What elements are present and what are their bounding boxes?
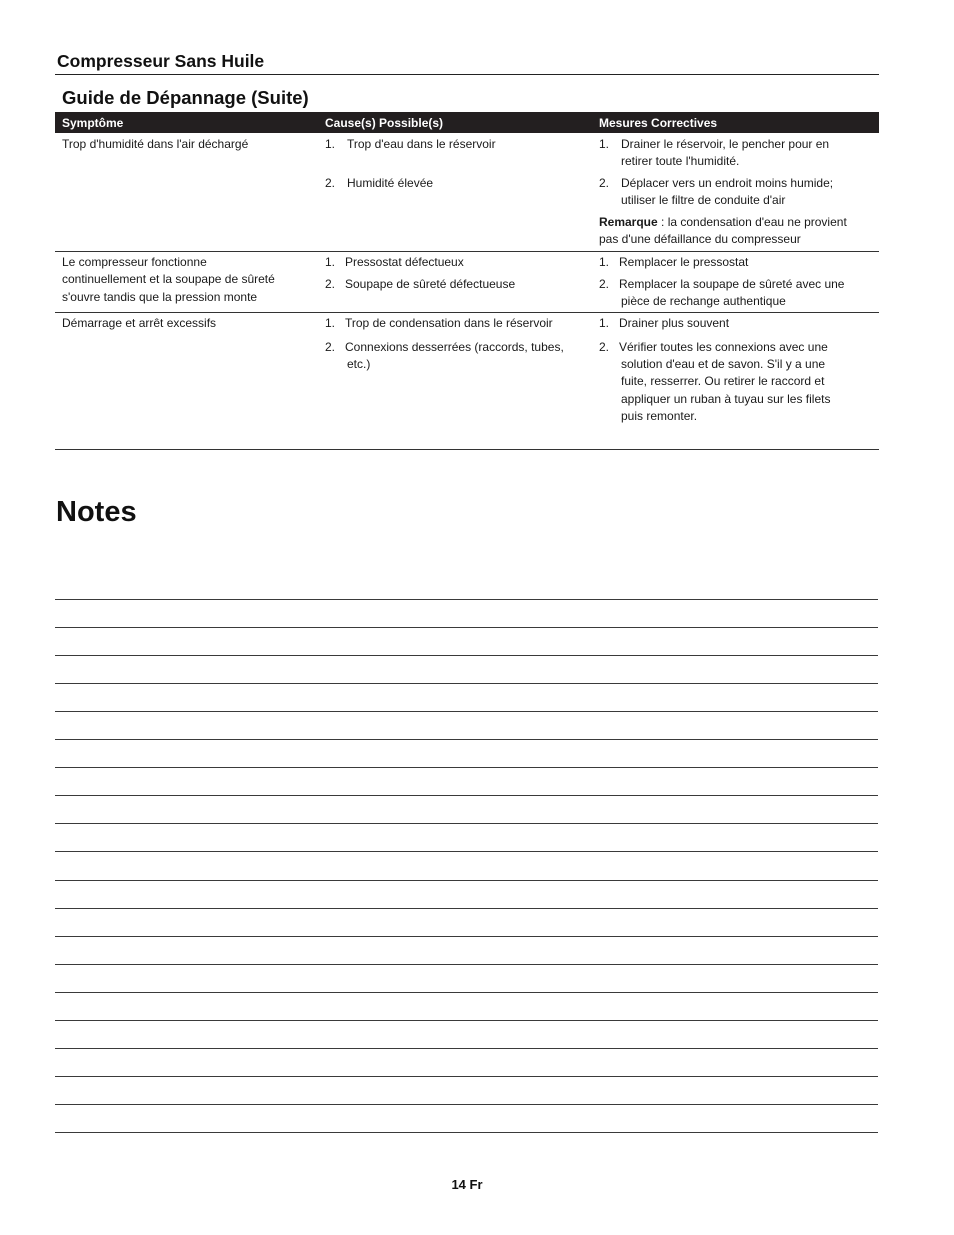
row1-action-1: 1. Drainer le réservoir, le pencher pour en retirer toute l'humidité. xyxy=(599,137,830,168)
note-line xyxy=(55,823,878,824)
row2-cause-2: 2. Soupape de sûreté défectueuse xyxy=(325,277,516,291)
row3-cause-2: 2. Connexions desserrées (raccords, tubes, etc.) xyxy=(325,340,564,371)
row1-remark: Remarque : la condensation d'eau ne provient pas d'une défaillance du compresseur xyxy=(599,215,847,247)
note-line xyxy=(55,795,878,796)
section-title: Guide de Dépannage (Suite) xyxy=(62,87,309,108)
remark-label: Remarque xyxy=(599,215,658,229)
column-header-causes: Cause(s) Possible(s) xyxy=(325,116,444,130)
row1-action-2: 2. Déplacer vers un endroit moins humide; utiliser le filtre de conduite d'air xyxy=(599,176,834,207)
note-line xyxy=(55,992,878,993)
row3-symptom: Démarrage et arrêt excessifs xyxy=(62,316,217,330)
row-divider xyxy=(55,312,879,313)
row3-action-2: 2. Vérifier toutes les connexions avec une solution d'eau et de savon. S'il y a une fuite, resserrer. Ou retirer le raccord et appliquer un ruban à tuyau sur les filets puis remonter. xyxy=(599,340,831,423)
page-number: 14 Fr xyxy=(451,1177,483,1192)
row1-symptom: Trop d'humidité dans l'air déchargé xyxy=(62,137,249,151)
note-line xyxy=(55,739,878,740)
table-header-row xyxy=(55,112,879,133)
column-header-symptom: Symptôme xyxy=(62,116,124,130)
note-line xyxy=(55,908,878,909)
note-line xyxy=(55,1104,878,1105)
row2-action-1: 1. Remplacer le pressostat xyxy=(599,255,749,269)
note-line xyxy=(55,767,878,768)
note-line xyxy=(55,627,878,628)
note-line xyxy=(55,964,878,965)
table-bottom-rule xyxy=(55,449,879,450)
notes-title: Notes xyxy=(56,496,137,528)
header-divider xyxy=(55,74,879,75)
note-line xyxy=(55,711,878,712)
note-line xyxy=(55,655,878,656)
note-line xyxy=(55,1076,878,1077)
note-line xyxy=(55,880,878,881)
row1-cause-2: 2. Humidité élevée xyxy=(325,176,434,190)
row1-cause-1: 1. Trop d'eau dans le réservoir xyxy=(325,137,496,151)
note-line xyxy=(55,599,878,600)
note-line xyxy=(55,936,878,937)
row2-cause-1: 1. Pressostat défectueux xyxy=(325,255,464,269)
note-line xyxy=(55,1132,878,1133)
note-line xyxy=(55,851,878,852)
row3-action-1: 1. Drainer plus souvent xyxy=(599,316,730,330)
note-line xyxy=(55,1020,878,1021)
note-line xyxy=(55,683,878,684)
note-line xyxy=(55,1048,878,1049)
row2-symptom: Le compresseur fonctionne continuellement et la soupape de sûreté s'ouvre tandis que la pression monte xyxy=(62,255,275,304)
row-divider xyxy=(55,251,879,252)
row3-cause-1: 1. Trop de condensation dans le réservoir xyxy=(325,316,553,330)
column-header-actions: Mesures Correctives xyxy=(599,116,718,130)
document-header-title: Compresseur Sans Huile xyxy=(57,51,265,71)
row2-action-2: 2. Remplacer la soupape de sûreté avec une pièce de rechange authentique xyxy=(599,277,845,308)
